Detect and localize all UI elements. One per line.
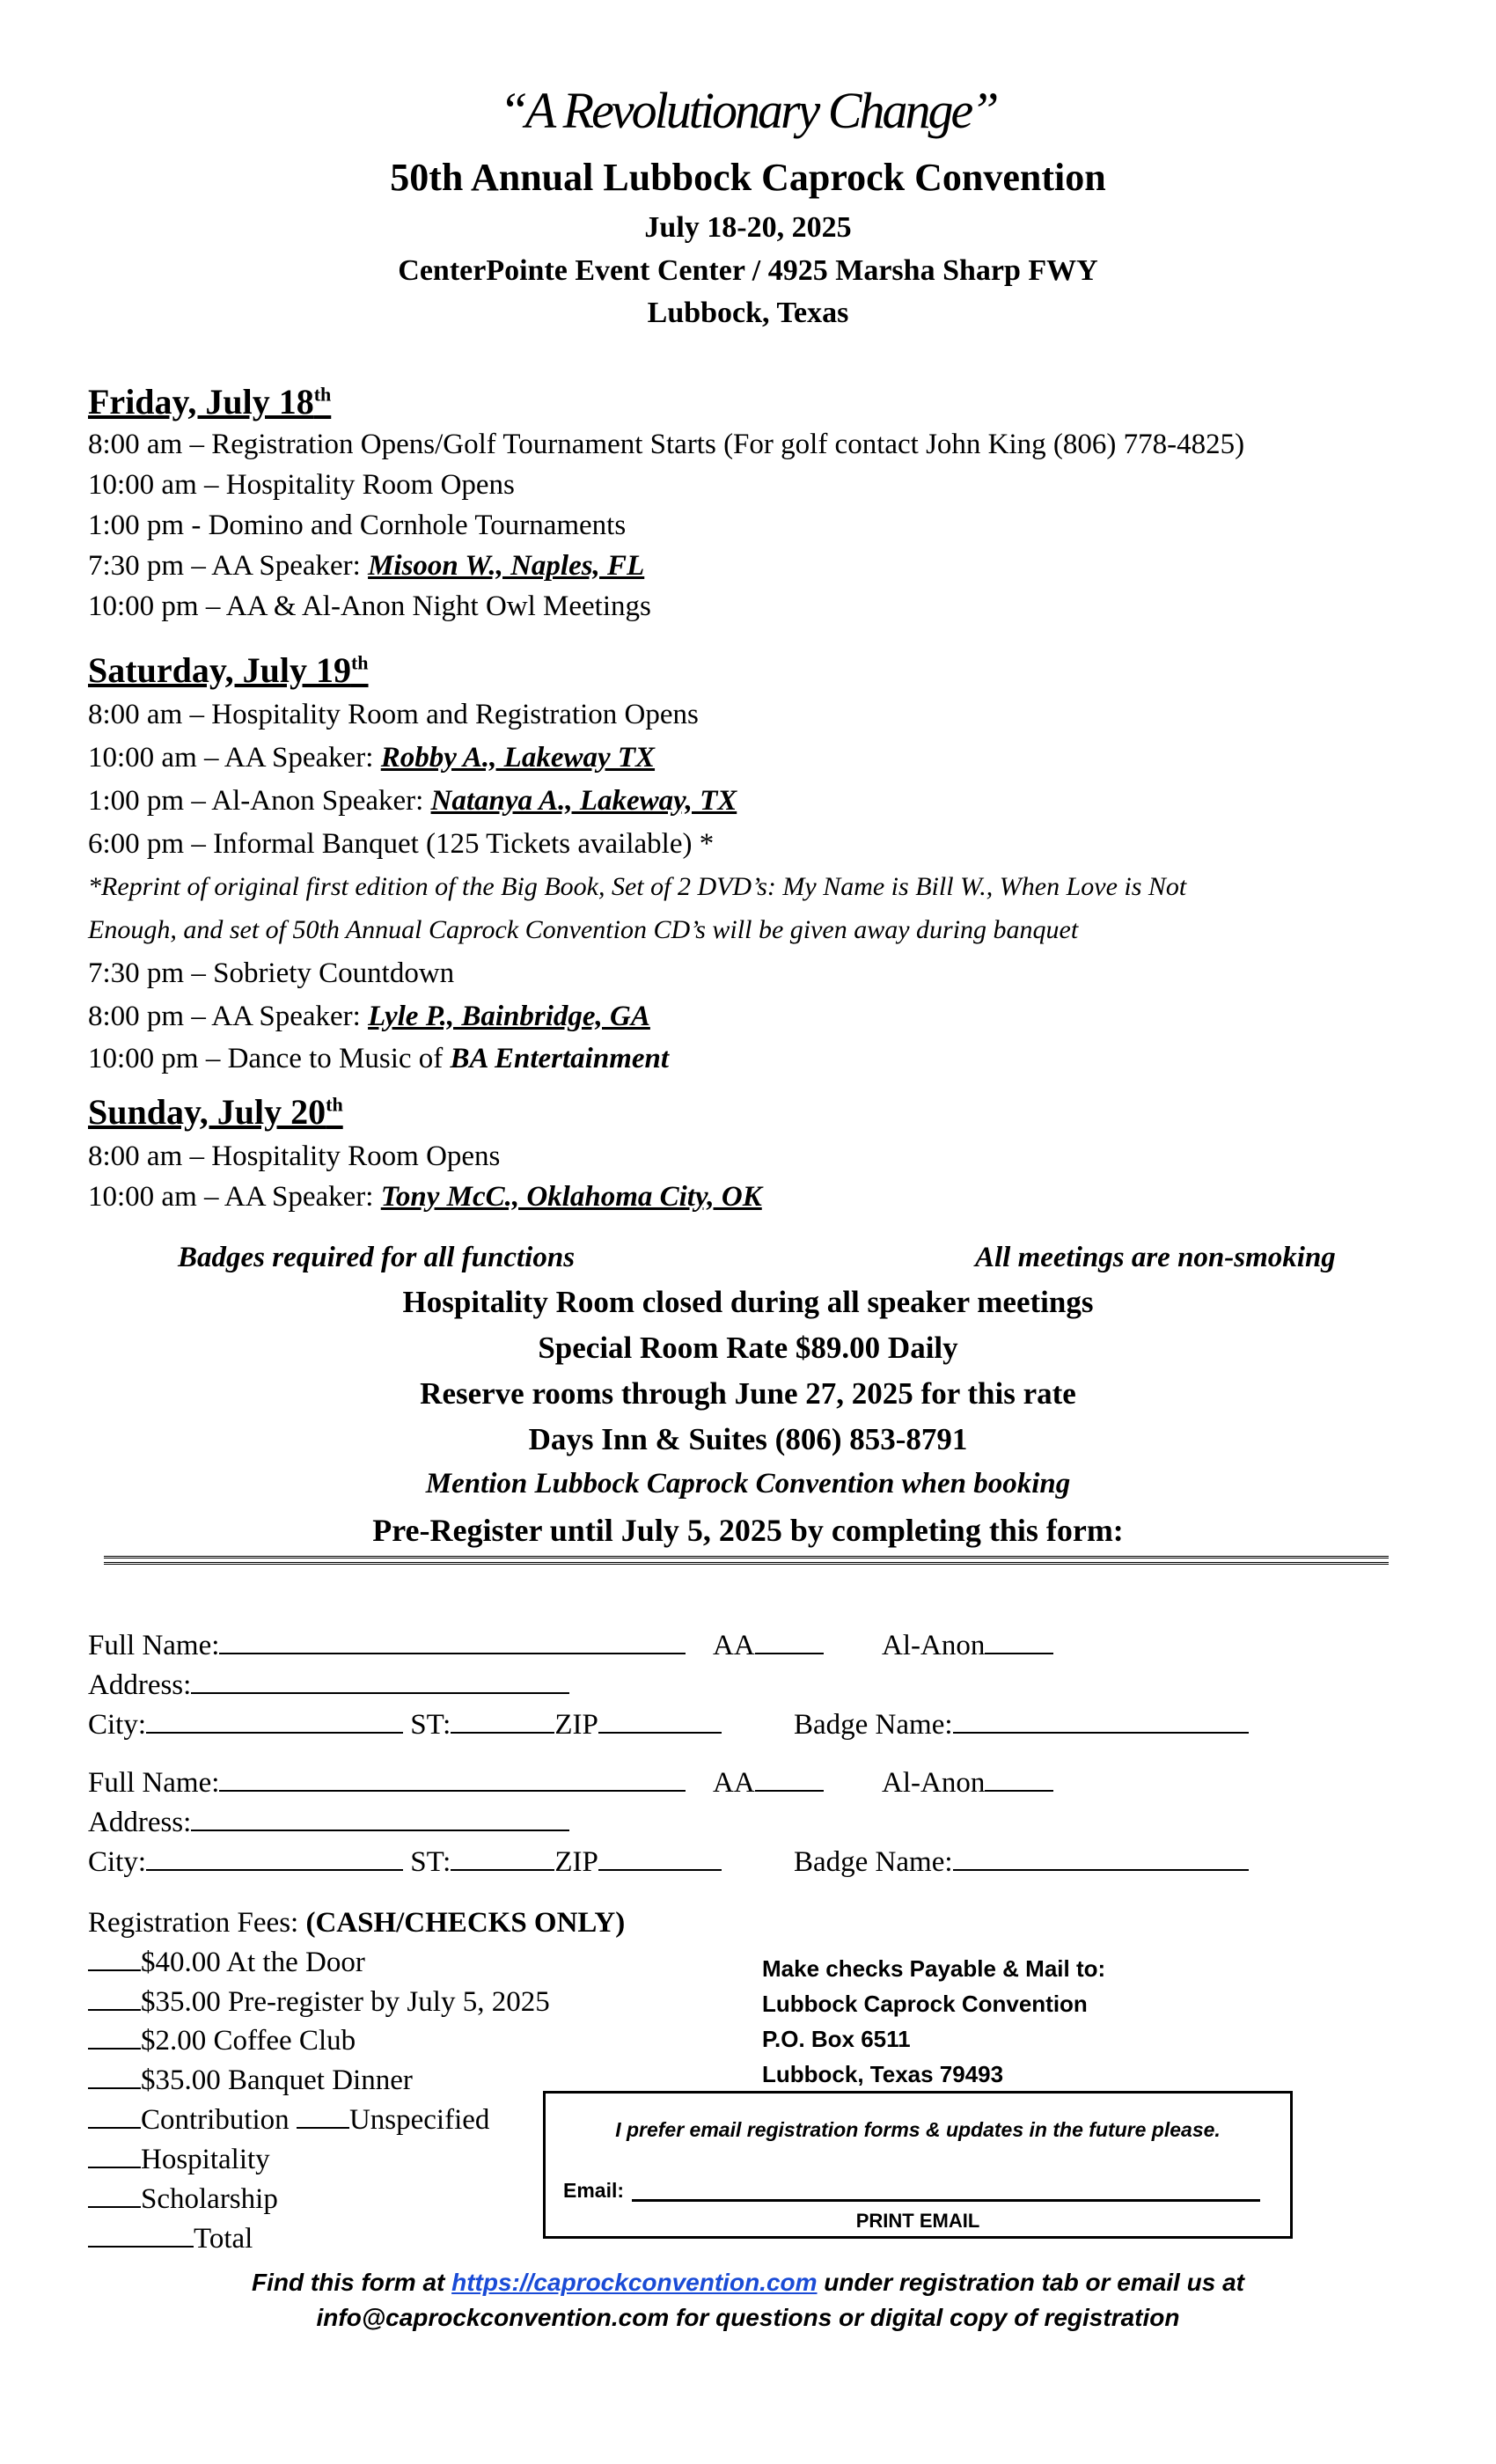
- fee-coffee: $2.00 Coffee Club: [88, 2025, 356, 2057]
- email-box: [543, 2091, 1293, 2239]
- fees-heading: Registration Fees: (CASH/CHECKS ONLY): [88, 1907, 626, 1939]
- fee-scholarship: Scholarship: [88, 2183, 278, 2216]
- footer-line-1: Find this form at https://caprockconvention.com under registration tab or email us at: [252, 2269, 1244, 2296]
- saturday-alanon-speaker: Natanya A., Lakeway, TX: [430, 785, 737, 817]
- sunday-heading: Sunday, July 20th: [88, 1092, 343, 1132]
- email-label: Email:: [563, 2179, 625, 2202]
- saturday-evening-speaker: Lyle P., Bainbridge, GA: [368, 1001, 650, 1032]
- friday-item: 10:00 am – Hospitality Room Opens: [88, 469, 515, 501]
- event-venue: CenterPointe Event Center / 4925 Marsha Sharp FWY: [398, 254, 1098, 287]
- mail-line: Lubbock, Texas 79493: [762, 2061, 1004, 2087]
- friday-item: 1:00 pm - Domino and Cornhole Tournaments: [88, 510, 627, 541]
- saturday-alanon-line: 1:00 pm – Al-Anon Speaker: Natanya A., Lakeway, TX: [88, 785, 737, 817]
- event-dates: July 18-20, 2025: [644, 211, 852, 244]
- badge-name-row: Badge Name:: [794, 1846, 1249, 1879]
- saturday-heading: Saturday, July 19th: [88, 650, 369, 690]
- sunday-speaker: Tony McC., Oklahoma City, OK: [380, 1181, 762, 1213]
- address-row: Address:: [88, 1669, 569, 1702]
- aa-check: AA: [713, 1767, 824, 1800]
- website-link[interactable]: https://caprockconvention.com: [451, 2269, 818, 2296]
- full-name-row: Full Name:: [88, 1767, 686, 1800]
- footer-line-2: info@caprockconvention.com for questions or digital copy of registration: [316, 2304, 1180, 2331]
- fee-door: $40.00 At the Door: [88, 1947, 365, 1979]
- friday-item: 8:00 am – Registration Opens/Golf Tournament Starts (For golf contact John King (806) 778-4825): [88, 429, 1245, 460]
- address-field[interactable]: [191, 1807, 569, 1831]
- friday-speaker: Misoon W., Naples, FL: [368, 550, 645, 582]
- alanon-field[interactable]: [985, 1767, 1053, 1792]
- full-name-field[interactable]: [219, 1630, 686, 1654]
- full-name-field[interactable]: [219, 1767, 686, 1792]
- saturday-item: 7:30 pm – Sobriety Countdown: [88, 957, 455, 989]
- fee-scholarship-field[interactable]: [88, 2183, 141, 2208]
- separator-line: [104, 1556, 1389, 1565]
- mail-line: Make checks Payable & Mail to:: [762, 1955, 1106, 1982]
- room-rate: Special Room Rate $89.00 Daily: [538, 1331, 958, 1365]
- badges-note: Badges required for all functions: [178, 1242, 576, 1273]
- fee-total-field[interactable]: [88, 2223, 194, 2248]
- alanon-check: Al-Anon: [882, 1767, 1053, 1800]
- badge-name-field[interactable]: [953, 1709, 1249, 1734]
- fee-banquet-field[interactable]: [88, 2064, 141, 2089]
- mail-line: P.O. Box 6511: [762, 2026, 911, 2052]
- sunday-speaker-line: 10:00 am – AA Speaker: Tony McC., Oklahoma City, OK: [88, 1181, 762, 1213]
- state-field[interactable]: [451, 1709, 554, 1734]
- friday-speaker-line: 7:30 pm – AA Speaker: Misoon W., Naples, FL: [88, 550, 645, 582]
- saturday-item: 8:00 am – Hospitality Room and Registration Opens: [88, 699, 699, 730]
- fee-banquet: $35.00 Banquet Dinner: [88, 2064, 413, 2097]
- fee-coffee-field[interactable]: [88, 2025, 141, 2050]
- saturday-aa-speaker: Robby A., Lakeway TX: [380, 742, 656, 774]
- hotel-info: Days Inn & Suites (806) 853-8791: [528, 1422, 968, 1456]
- event-title: 50th Annual Lubbock Caprock Convention: [390, 156, 1106, 199]
- fee-total: Total: [88, 2223, 253, 2255]
- saturday-dance-line: 10:00 pm – Dance to Music of BA Entertainment: [88, 1043, 670, 1074]
- smoking-note: All meetings are non-smoking: [975, 1242, 1336, 1273]
- reserve-note: Reserve rooms through June 27, 2025 for this rate: [420, 1376, 1076, 1411]
- email-field[interactable]: [632, 2197, 1260, 2202]
- dance-band: BA Entertainment: [450, 1043, 670, 1074]
- zip-field[interactable]: [598, 1709, 722, 1734]
- saturday-evening-line: 8:00 pm – AA Speaker: Lyle P., Bainbridge, GA: [88, 1001, 650, 1032]
- city-field[interactable]: [146, 1709, 403, 1734]
- badge-name-field[interactable]: [953, 1846, 1249, 1871]
- alanon-check: Al-Anon: [882, 1630, 1053, 1662]
- banquet-note: Enough, and set of 50th Annual Caprock Convention CD’s will be given away during banquet: [88, 915, 1079, 944]
- state-field[interactable]: [451, 1846, 554, 1871]
- fee-unspecified-field[interactable]: [297, 2104, 349, 2129]
- city-field[interactable]: [146, 1846, 403, 1871]
- email-preference-note: I prefer email registration forms & updates in the future please.: [615, 2118, 1221, 2141]
- fee-hospitality-field[interactable]: [88, 2144, 141, 2168]
- banquet-note: *Reprint of original first edition of the Big Book, Set of 2 DVD’s: My Name is Bill W., When Love is Not: [88, 872, 1187, 901]
- fee-preregister-field[interactable]: [88, 1986, 141, 2011]
- slogan: “A Revolutionary Change”: [499, 82, 997, 139]
- saturday-aa-line: 10:00 am – AA Speaker: Robby A., Lakeway TX: [88, 742, 656, 774]
- fee-hospitality: Hospitality: [88, 2144, 270, 2176]
- fee-door-field[interactable]: [88, 1947, 141, 1971]
- saturday-item: 6:00 pm – Informal Banquet (125 Tickets available) *: [88, 828, 715, 860]
- event-city: Lubbock, Texas: [647, 297, 849, 329]
- zip-field[interactable]: [598, 1846, 722, 1871]
- mail-line: Lubbock Caprock Convention: [762, 1991, 1088, 2017]
- alanon-field[interactable]: [985, 1630, 1053, 1654]
- badge-name-row: Badge Name:: [794, 1709, 1249, 1742]
- city-row: City: ST: ZIP: [88, 1846, 722, 1879]
- fee-preregister: $35.00 Pre-register by July 5, 2025: [88, 1986, 550, 2019]
- city-row: City: ST: ZIP: [88, 1709, 722, 1742]
- mention-note: Mention Lubbock Caprock Convention when booking: [425, 1468, 1071, 1500]
- fee-contribution-field[interactable]: [88, 2104, 141, 2129]
- aa-check: AA: [713, 1630, 824, 1662]
- friday-heading: Friday, July 18th: [88, 382, 332, 422]
- preregister-note: Pre-Register until July 5, 2025 by completing this form:: [372, 1513, 1124, 1548]
- address-field[interactable]: [191, 1669, 569, 1694]
- address-row: Address:: [88, 1807, 569, 1839]
- aa-field[interactable]: [755, 1630, 824, 1654]
- friday-item: 10:00 pm – AA & Al-Anon Night Owl Meetings: [88, 590, 651, 622]
- sunday-item: 8:00 am – Hospitality Room Opens: [88, 1140, 501, 1172]
- full-name-row: Full Name:: [88, 1630, 686, 1662]
- hospitality-closed: Hospitality Room closed during all speaker meetings: [402, 1285, 1094, 1319]
- aa-field[interactable]: [755, 1767, 824, 1792]
- print-email-label: PRINT EMAIL: [855, 2210, 980, 2232]
- fee-contribution: Contribution Unspecified: [88, 2104, 489, 2137]
